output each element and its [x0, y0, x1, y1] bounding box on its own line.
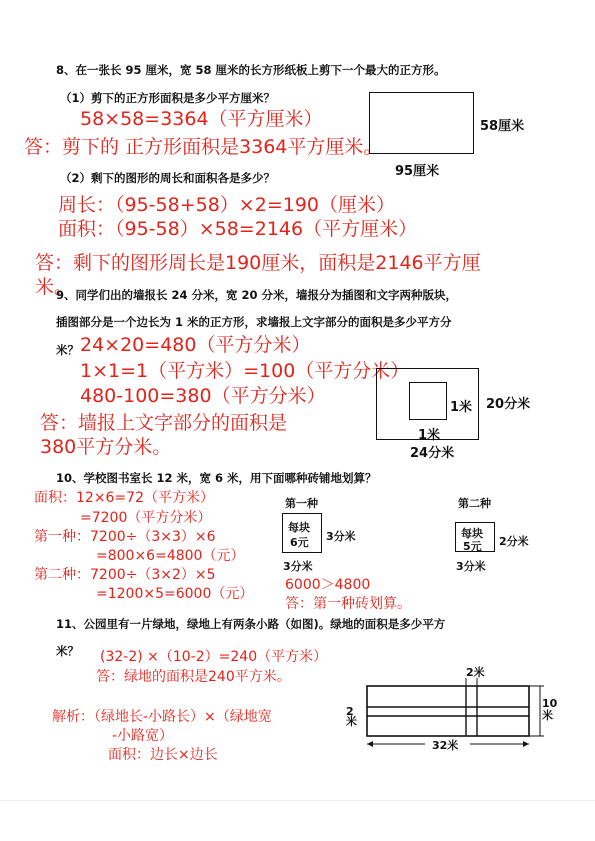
q9-inner-square-figure [409, 382, 447, 420]
q9-answer-line1: 答：墙报上文字部分的面积是 [40, 412, 288, 434]
q9-fig-inner-bottom-label: 1米 [418, 428, 441, 443]
q10-tile2-price-line1: 每块 [461, 527, 483, 540]
q9-calc2: 1×1=1（平方米）=100（平方分米） [80, 360, 410, 382]
q9-fig-inner-side-label: 1米 [450, 400, 473, 415]
q8-answer2-line2: 米。 [35, 276, 74, 298]
q9-fig-width-label: 20分米 [486, 397, 531, 412]
q11-line2: 米？ [56, 644, 79, 658]
q10-tile1-bottom-label: 3分米 [283, 560, 313, 573]
q10-way1-line2: =800×6=4800（元） [96, 548, 245, 564]
q10-compare: 6000＞4800 [285, 577, 371, 593]
q8-answer2-line1: 答：剩下的图形周长是190厘米，面积是2146平方厘 [35, 252, 481, 274]
q11-answer: 答：绿地的面积是240平方米。 [96, 669, 291, 685]
q11-fig-bottom-label: 32米 [432, 739, 459, 752]
q10-tile1-side-label: 3分米 [326, 530, 356, 543]
q10-title: 10、学校图书室长 12 米，宽 6 米，用下面哪种砖铺地划算？ [56, 471, 377, 485]
q10-way2-line2: =1200×5=6000（元） [96, 586, 254, 602]
q8-fig-length-label: 95厘米 [395, 164, 440, 179]
q10-tile2-heading: 第二种 [458, 497, 491, 510]
q11-fig-top-label: 2米 [466, 666, 485, 679]
q10-tile2-bottom-label: 3分米 [456, 560, 486, 573]
q8-fig-width-label: 58厘米 [480, 119, 525, 134]
q11-analysis-line1: 解析：（绿地长-小路长）×（绿地宽 [52, 709, 272, 725]
q8-answer1: 答：剪下的 正方形面积是3364平方厘米。 [24, 136, 383, 158]
q10-tile2-price-line2: 5元 [463, 540, 482, 553]
page-divider [0, 800, 595, 801]
q8-sub2: （2）剩下的图形的周长和面积各是多少？ [60, 171, 275, 185]
q11-fig-left-label: 2米 [346, 705, 357, 728]
q8-area: 面积：（95-58）×58=2146（平方厘米） [58, 218, 418, 240]
q8-title: 8、在一张长 95 厘米，宽 58 厘米的长方形纸板上剪下一个最大的正方形。 [56, 63, 446, 77]
q11-title: 11、公园里有一片绿地，绿地上有两条小路（如图)。绿地的面积是多少平方 [56, 617, 446, 631]
q9-calc3: 480-100=380（平方分米） [80, 385, 326, 407]
q10-way2-line1: 第二种：7200÷（3×2）×5 [34, 567, 216, 583]
q10-tile1-heading: 第一种 [285, 497, 318, 510]
q11-analysis-line2: -小路宽） [112, 728, 174, 744]
q10-tile2-side-label: 2分米 [499, 535, 529, 548]
q11-park-figure [360, 678, 560, 738]
q10-tile1-price-line2: 6元 [290, 536, 309, 549]
q9-line2: 插图部分是一个边长为 1 米的正方形，求墙报上文字部分的面积是多少平方分 [56, 315, 452, 329]
q11-fig-right-label: 10米 [542, 697, 558, 722]
q8-calc1: 58×58=3364（平方厘米） [80, 108, 323, 130]
q8-rectangle-figure [369, 92, 474, 154]
q10-area-line2: =7200（平方分米） [80, 510, 212, 526]
q9-title: 9、同学们出的墙报长 24 分米，宽 20 分米，墙报分为插图和文字两种版块， [56, 288, 458, 302]
q9-fig-length-label: 24分米 [410, 446, 455, 461]
q10-tile1-price-line1: 每块 [288, 521, 310, 534]
q9-answer-line2: 380平方分米。 [40, 436, 172, 458]
q11-calc: (32-2) ×（10-2）=240（平方米） [100, 649, 328, 665]
q10-way1-line1: 第一种：7200÷（3×3）×6 [34, 529, 216, 545]
q9-calc1: 24×20=480（平方分米） [80, 334, 311, 356]
q10-area-line1: 面积：12×6=72（平方米） [34, 490, 214, 506]
q9-line3: 米？ [56, 343, 79, 357]
q8-sub1: （1）剪下的正方形面积是多少平方厘米？ [60, 91, 275, 105]
q8-perimeter: 周长：（95-58+58）×2=190（厘米） [58, 194, 396, 216]
q10-answer: 答：第一种砖划算。 [285, 596, 411, 612]
q11-analysis-line3: 面积：边长×边长 [108, 747, 218, 763]
